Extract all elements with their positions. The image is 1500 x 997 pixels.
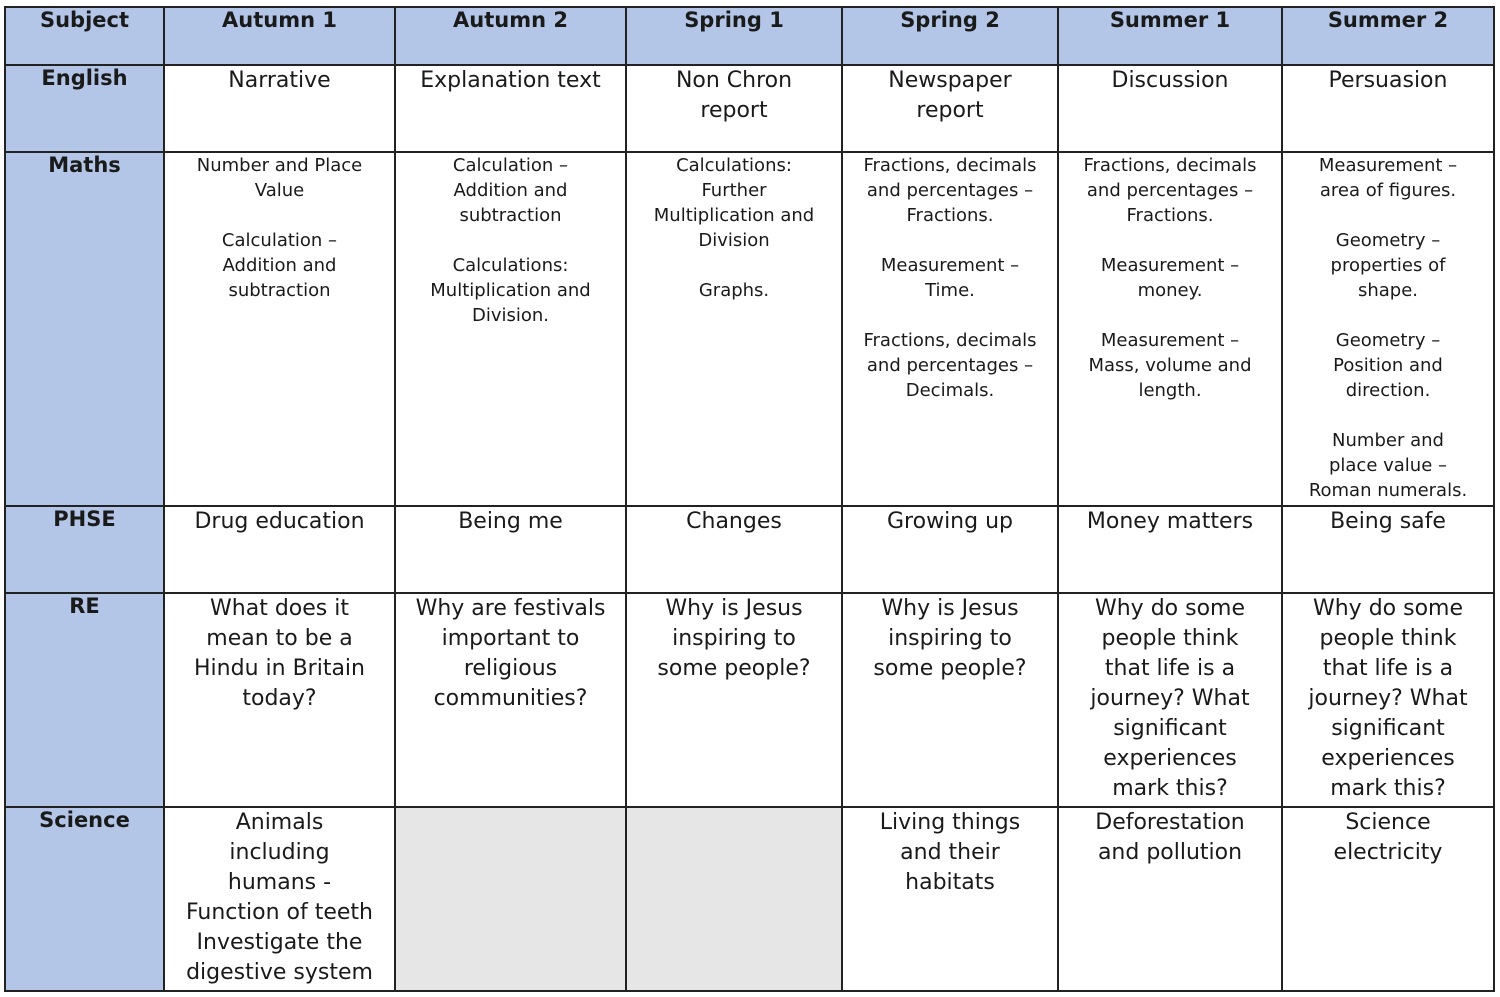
cell-science-autumn-2 <box>395 807 626 991</box>
cell-english-autumn-1: Narrative <box>164 65 395 152</box>
header-autumn-1: Autumn 1 <box>164 7 395 65</box>
cell-maths-autumn-2: Calculation – Addition and subtraction Calculations: Multiplication and Division. <box>395 152 626 506</box>
cell-phse-spring-2: Growing up <box>842 506 1058 593</box>
cell-re-spring-2: Why is Jesus inspiring to some people? <box>842 593 1058 807</box>
subject-english: English <box>5 65 164 152</box>
cell-phse-autumn-2: Being me <box>395 506 626 593</box>
cell-english-autumn-2: Explanation text <box>395 65 626 152</box>
cell-science-spring-2: Living things and their habitats <box>842 807 1058 991</box>
cell-maths-spring-1: Calculations: Further Multiplication and Division Graphs. <box>626 152 842 506</box>
subject-re: RE <box>5 593 164 807</box>
cell-science-spring-1 <box>626 807 842 991</box>
header-autumn-2: Autumn 2 <box>395 7 626 65</box>
cell-english-summer-1: Discussion <box>1058 65 1282 152</box>
cell-phse-summer-2: Being safe <box>1282 506 1494 593</box>
cell-re-summer-1: Why do some people think that life is a journey? What significant experiences mark this? <box>1058 593 1282 807</box>
cell-phse-summer-1: Money matters <box>1058 506 1282 593</box>
curriculum-table <box>4 6 1495 992</box>
header-summer-2: Summer 2 <box>1282 7 1494 65</box>
cell-maths-summer-1: Fractions, decimals and percentages – Fractions. Measurement – money. Measurement – Mass, volume and length. <box>1058 152 1282 506</box>
header-row <box>5 7 1494 65</box>
cell-phse-autumn-1: Drug education <box>164 506 395 593</box>
cell-maths-summer-2: Measurement – area of figures. Geometry – properties of shape. Geometry – Position and direction. Number and place value – Roman numerals. <box>1282 152 1494 506</box>
row-science <box>5 807 1494 991</box>
row-maths <box>5 152 1494 506</box>
cell-science-summer-2: Science electricity <box>1282 807 1494 991</box>
cell-english-spring-1: Non Chron report <box>626 65 842 152</box>
cell-phse-spring-1: Changes <box>626 506 842 593</box>
subject-maths: Maths <box>5 152 164 506</box>
header-subject: Subject <box>5 7 164 65</box>
header-summer-1: Summer 1 <box>1058 7 1282 65</box>
cell-english-spring-2: Newspaper report <box>842 65 1058 152</box>
header-spring-1: Spring 1 <box>626 7 842 65</box>
cell-re-autumn-2: Why are festivals important to religious communities? <box>395 593 626 807</box>
row-phse <box>5 506 1494 593</box>
subject-phse: PHSE <box>5 506 164 593</box>
cell-re-spring-1: Why is Jesus inspiring to some people? <box>626 593 842 807</box>
row-re <box>5 593 1494 807</box>
cell-maths-autumn-1: Number and Place Value Calculation – Addition and subtraction <box>164 152 395 506</box>
subject-science: Science <box>5 807 164 991</box>
cell-maths-spring-2: Fractions, decimals and percentages – Fractions. Measurement – Time. Fractions, decimals and percentages – Decimals. <box>842 152 1058 506</box>
cell-re-autumn-1: What does it mean to be a Hindu in Britain today? <box>164 593 395 807</box>
cell-science-autumn-1: Animals including humans - Function of teeth Investigate the digestive system <box>164 807 395 991</box>
row-english <box>5 65 1494 152</box>
cell-science-summer-1: Deforestation and pollution <box>1058 807 1282 991</box>
cell-re-summer-2: Why do some people think that life is a journey? What significant experiences mark this? <box>1282 593 1494 807</box>
header-spring-2: Spring 2 <box>842 7 1058 65</box>
cell-english-summer-2: Persuasion <box>1282 65 1494 152</box>
